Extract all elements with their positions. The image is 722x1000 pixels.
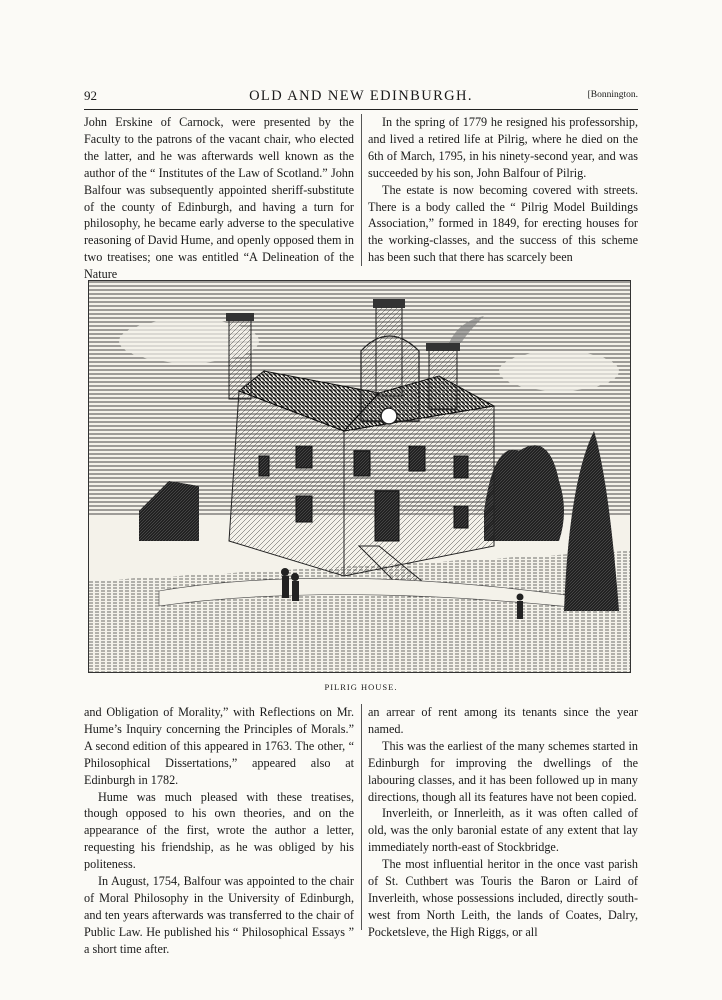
paragraph: In August, 1754, Balfour was appointed to the chair of Moral Philosophy in the University of Edinburgh, and ten years afterwards was transferred to the chair of Public Law. He published his “ Philosophical Essays ” a short time after. (84, 874, 354, 956)
section-label: [Bonnington. (587, 90, 638, 100)
paragraph: This was the earliest of the many schemes started in Edinburgh for improving the dwellings of the labouring classes, and it has been followed up in many directions, though all its features have not been copied. (368, 738, 638, 804)
paragraph: Hume was much pleased with these treatises, though opposed to his own theories, and on the appearance of the first, wrote the author a letter, requesting his friendship, as he was obliged by his politeness. (84, 789, 354, 872)
header-rule (84, 109, 638, 110)
column-bottom-right (368, 704, 638, 941)
paragraph: Inverleith, or Innerleith, as it was often called of old, was the only baronial estate of any extent that lay immediately north-east of Stockbridge. (368, 806, 638, 855)
column-divider (361, 704, 362, 930)
paragraph: The estate is now becoming covered with streets. There is a body called the “ Pilrig Model Buildings Association,” formed in 1849, for erecting houses for the working-classes, and the success of this scheme has been such that there has scarcely been (368, 182, 638, 265)
paragraph: John Erskine of Carnock, were presented by the Faculty to the patrons of the vacant chair, who elected the latter, and he was afterwards well known as the author of the “ Institutes of the Law of Scotland.” John Balfour was subsequently appointed sheriff-substitute of the county of Edinburgh, and having a turn for philosophy, he became early adverse to the speculative reasoning of David Hume, and openly opposed them in two treatises; one was entitled “A Delineation of the Nature (84, 115, 354, 282)
paragraph: an arrear of rent among its tenants since the year named. (368, 705, 638, 736)
pilrig-house-engraving (88, 280, 631, 673)
page-number: 92 (84, 88, 97, 103)
column-top-right (368, 114, 638, 266)
running-title: OLD AND NEW EDINBURGH. (249, 88, 473, 104)
paragraph: In the spring of 1779 he resigned his professorship, and lived a retired life at Pilrig, where he died on the 6th of March, 1795, in his ninety-second year, and was succeeded by his son, John Balfour of Pilrig. (368, 115, 638, 180)
paragraph: The most influential heritor in the once vast parish of St. Cuthbert was Touris the Baron or Laird of Inverleith, whose possessions included, directly south-west from North Leith, the lands of Coates, Dalry, Pocketsleve, the High Riggs, or all (368, 857, 638, 939)
column-divider (361, 114, 362, 266)
column-bottom-left (84, 704, 354, 958)
paragraph: and Obligation of Morality,” with Reflections on Mr. Hume’s Inquiry concerning the Principles of Morals.” A second edition of this appeared in 1763. The other, “ Philosophical Dissertations,” appeared also at Edinburgh in 1782. (84, 705, 354, 787)
column-top-left (84, 114, 354, 283)
page-header (84, 88, 638, 108)
illustration-caption: PILRIG HOUSE. (324, 682, 398, 692)
